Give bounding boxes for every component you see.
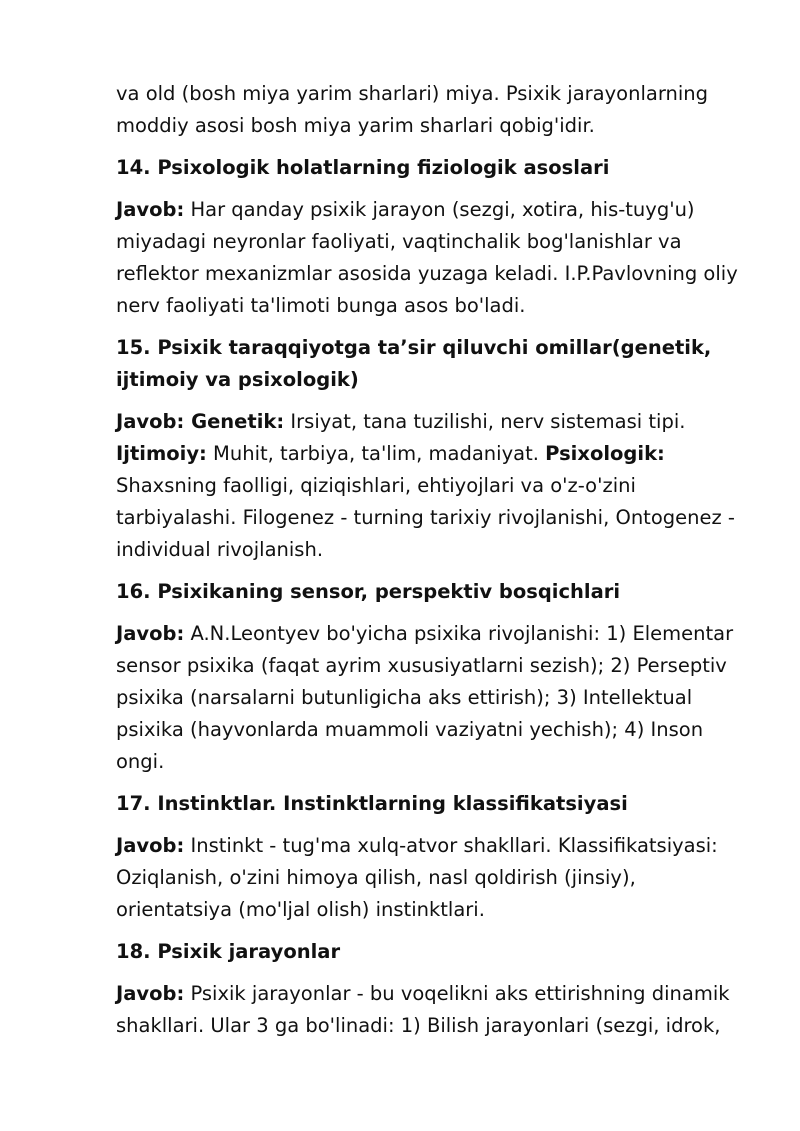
answer-label: Javob: bbox=[116, 622, 185, 645]
section-heading: 16. Psixikaning sensor, perspektiv bosqichlari bbox=[116, 580, 621, 603]
answer-paragraph bbox=[116, 194, 740, 322]
answer-text: Har qanday psixik jarayon (sezgi, xotira, his-tuyg'u) miyadagi neyronlar faoliyati, vaqtinchalik bog'lanishlar va reflektor mexanizmlar asosida yuzaga keladi. I.P.Pavlovning oliy nerv faoliyati ta'limoti bunga asos bo'ladi. bbox=[116, 198, 738, 317]
section-18 bbox=[116, 936, 740, 1042]
answer-label: Javob: bbox=[116, 982, 185, 1005]
answer-label: Javob: bbox=[116, 834, 185, 857]
section-15 bbox=[116, 332, 740, 566]
section-heading: 14. Psixologik holatlarning fiziologik asoslari bbox=[116, 156, 610, 179]
answer-label-ijtimoiy: Ijtimoiy: bbox=[116, 442, 207, 465]
answer-text: Psixik jarayonlar - bu voqelikni aks ettirishning dinamik shakllari. Ular 3 ga bo'linadi: 1) Bilish jarayonlari (sezgi, idrok, bbox=[116, 982, 730, 1037]
answer-text: A.N.Leontyev bo'yicha psixika rivojlanishi: 1) Elementar sensor psixika (faqat ayrim xususiyatlarni sezish); 2) Perseptiv psixika (narsalarni butunligicha aks ettirish); 3) Intellektual psixika (hayvonlarda muammoli vaziyatni yechish); 4) Inson ongi. bbox=[116, 622, 734, 773]
section-heading: 15. Psixik taraqqiyotga ta’sir qiluvchi omillar(genetik, ijtimoiy va psixologik) bbox=[116, 336, 712, 391]
answer-text-ijtimoiy: Muhit, tarbiya, ta'lim, madaniyat. bbox=[206, 442, 546, 465]
section-16 bbox=[116, 576, 740, 778]
section-heading: 17. Instinktlar. Instinktlarning klassifikatsiyasi bbox=[116, 792, 628, 815]
answer-label: Javob: bbox=[116, 198, 185, 221]
answer-label: Javob: Genetik: bbox=[116, 410, 285, 433]
section-heading: 18. Psixik jarayonlar bbox=[116, 940, 341, 963]
answer-text: Instinkt - tug'ma xulq-atvor shakllari. Klassifikatsiyasi: Oziqlanish, o'zini himoya qilish, nasl qoldirish (jinsiy), orientatsiya (mo'ljal olish) instinktlari. bbox=[116, 834, 718, 921]
answer-text: Irsiyat, tana tuzilishi, nerv sistemasi tipi. bbox=[284, 410, 686, 433]
answer-paragraph bbox=[116, 618, 740, 778]
section-14 bbox=[116, 152, 740, 322]
section-17 bbox=[116, 788, 740, 926]
answer-paragraph bbox=[116, 978, 740, 1042]
answer-paragraph bbox=[116, 830, 740, 926]
lead-paragraph: va old (bosh miya yarim sharlari) miya. Psixik jarayonlarning moddiy asosi bosh miya yarim sharlari qobig'idir. bbox=[116, 82, 709, 137]
answer-text-psixologik: Shaxsning faolligi, qiziqishlari, ehtiyojlari va o'z-o'zini tarbiyalashi. Filogenez - turning tarixiy rivojlanishi, Ontogenez - individual rivojlanish. bbox=[116, 474, 735, 561]
answer-paragraph bbox=[116, 406, 740, 566]
answer-label-psixologik: Psixologik: bbox=[545, 442, 665, 465]
